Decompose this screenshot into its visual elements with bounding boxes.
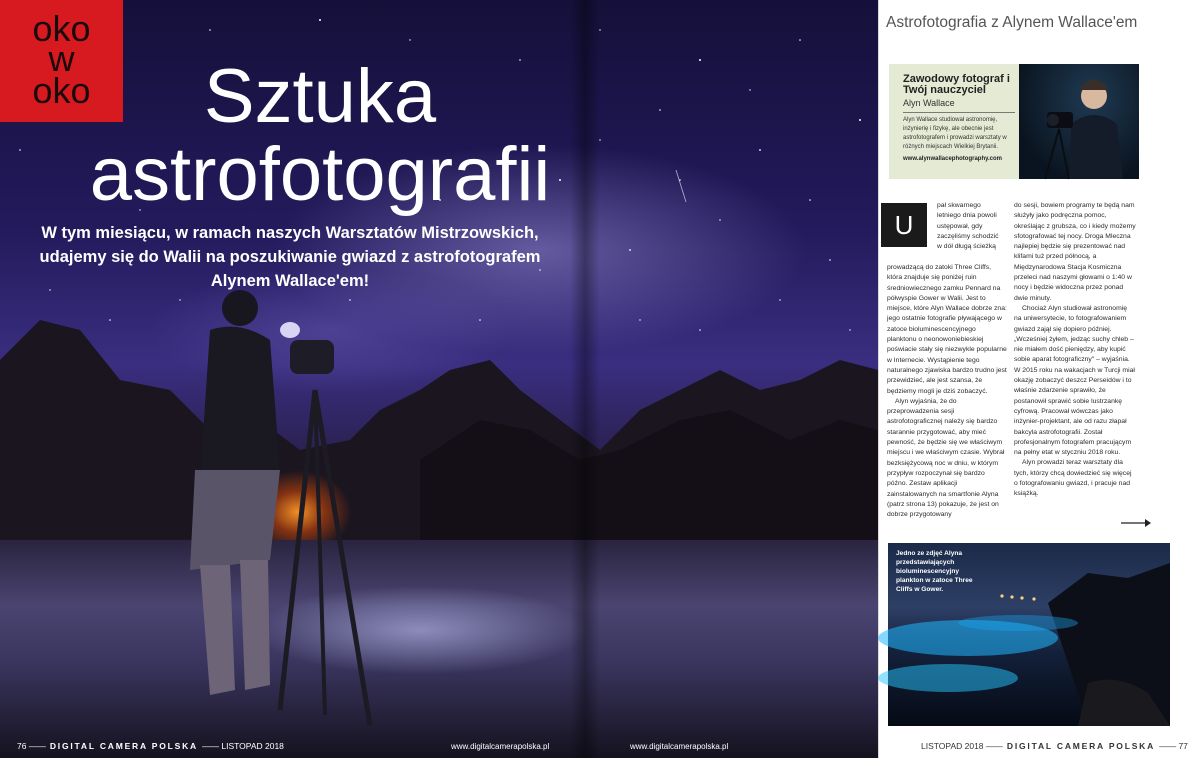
website-url-left[interactable]: www.digitalcamerapolska.pl	[451, 742, 550, 751]
author-box	[889, 64, 1019, 179]
author-website[interactable]: www.alynwallacephotography.com	[903, 156, 1003, 162]
paragraph: do sesji, bowiem programy te będą nam służyły jako podręczna pomoc, określając z grubsza, co i kiedy możemy sfotografować tej nocy. Droga Mleczna najlepiej będzie się prezentować nad klifami tuż przed północą, a Międzynarodowa Stacja Kosmiczna przeleci nad naszymi głowami o 1:40 w nocy i będzie widoczna przez ponad dwie minuty.	[1014, 202, 1136, 302]
lead-end: !	[363, 272, 370, 290]
paragraph: Alyn wyjaśnia, że do przeprowadzenia sesji astrofotograficznej należy się bardzo starannie przygotować, aby mieć pewność, że będzie się we właściwym miejscu i we właściwym czasie. Wybrał bezksiężycową noc w dniu, w którym przypływ rozpoczynał się bardzo późno. Zestaw aplikacji zainstalowanych na smartfonie Alyna (patrz strona 13) pokazuje, że jest on dobrze przygotowany	[887, 397, 1005, 519]
column-1-intro	[937, 201, 1005, 252]
paragraph: Alyn prowadzi teraz warsztaty dla tych, którzy chcą dowiedzieć się więcej o fotografowaniu gwiazd, i pracuje nad książką.	[1014, 459, 1132, 498]
portrait-silhouette	[1019, 64, 1139, 179]
paragraph: Chociaż Alyn studiował astronomię na uniwersytecie, to fotografowaniem gwiazd zajął się dopiero później. „Wcześniej żyłem, jedząc suchy chleb – nie miałem dość pieniędzy, aby kupić sobie aparat fotograficzny" – wyjaśnia. W 2015 roku na wakacjach w Turcji miał okazję zobaczyć deszcz Perseidów i to właśnie zdarzenie sprawiło, że postanowił sprawić sobie lustrzankę cyfrową. Pracował wówczas jako inżynier-projektant, ale od razu złapał bakcyla astrofotografii. Został profesjonalnym fotografem pracującym na pełny etat w styczniu 2018 roku.	[1014, 304, 1135, 457]
author-portrait	[1019, 64, 1139, 179]
folio-left: 76 —— DIGITAL CAMERA POLSKA —— LISTOPAD 2018	[17, 741, 284, 751]
paragraph: prowadzącą do zatoki Three Cliffs, która znajduje się poniżej ruin średniowiecznego zamku Pennard na półwyspie Gower w Walii. Jest to miejsce, które Alyn Wallace dobrze zna: jego ostatnie fotografie pływającego w zatoce bioluminescencyjnego planktonu o neonowoniebieskiej poświacie stały się niezwykle popularne w Internecie. Wystąpienie tego naturalnego zjawiska bardzo trudno jest przewidzieć, ale jest szansa, że będziemy mogli je dziś zobaczyć.	[887, 264, 1007, 395]
column-2	[1014, 201, 1136, 500]
author-box-divider	[903, 112, 1015, 113]
article-text-page	[879, 0, 1188, 758]
page-number-left: 76	[17, 741, 27, 751]
photo-caption: Jedno ze zdjęć Alyna przedstawiających bioluminescencyjny plankton w zatoce Three Cliffs w Gower.	[896, 550, 973, 593]
badge-line-1: oko	[32, 8, 91, 49]
drop-cap: U	[881, 203, 927, 247]
lead-highlight: Alynem Wallace'em	[210, 272, 364, 290]
badge-line-3: oko	[32, 70, 91, 111]
title-line-1: Sztuka	[203, 54, 437, 139]
folio-right: LISTOPAD 2018 —— DIGITAL CAMERA POLSKA —— 77	[921, 741, 1188, 751]
article-lead	[20, 221, 560, 293]
bioluminescence-photo	[888, 543, 1170, 726]
column-1	[887, 263, 1007, 520]
author-box-title: Zawodowy fotograf i Twój nauczyciel	[903, 73, 1010, 96]
page-number-right: 77	[1178, 741, 1188, 751]
magazine-brand-right: DIGITAL CAMERA POLSKA	[1006, 741, 1156, 751]
lead-text: W tym miesiącu, w ramach naszych Warsztatów Mistrzowskich, udajemy się do Walii na poszukiwanie gwiazd z astrofotografem	[39, 224, 541, 266]
title-line-2: astrofotografii	[89, 132, 551, 217]
running-head: Astrofotografia z Alynem Wallace'em	[886, 14, 1138, 31]
badge-line-2: w	[48, 38, 75, 79]
author-name: Alyn Wallace	[903, 98, 955, 108]
photographer-silhouette	[130, 270, 450, 740]
intro-text: pał skwarnego letniego dnia powoli ustępował, gdy zaczęliśmy schodzić w dół długą ścieżką	[937, 202, 999, 251]
author-bio: Alyn Wallace studiował astronomię, inżynierię i fizykę, ale obecnie jest astrofotografem i prowadzi warsztaty w różnych miejscach Wielkiej Brytanii.	[903, 117, 1007, 150]
website-url-right[interactable]: www.digitalcamerapolska.pl	[630, 742, 729, 751]
article-title	[60, 54, 580, 217]
issue-date-right: LISTOPAD 2018	[921, 741, 984, 751]
continue-arrow-icon	[1121, 519, 1151, 527]
issue-date-left: LISTOPAD 2018	[221, 741, 284, 751]
magazine-brand-left: DIGITAL CAMERA POLSKA	[49, 741, 198, 751]
